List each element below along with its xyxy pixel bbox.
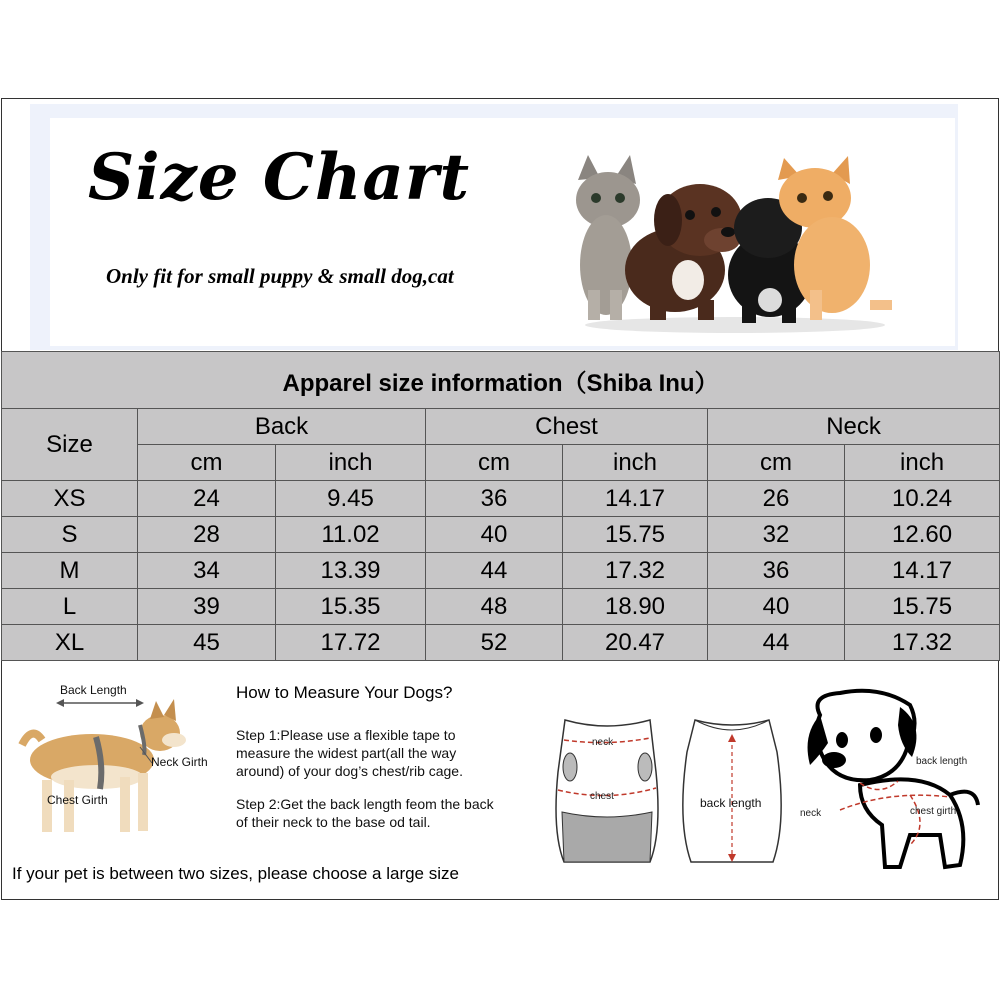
value-cell: 52 (426, 625, 563, 661)
value-cell: 15.75 (563, 517, 708, 553)
neck-girth-label: Neck Girth (151, 755, 208, 769)
size-cell: M (2, 553, 138, 589)
unit-header: inch (276, 445, 426, 481)
page-subtitle: Only fit for small puppy & small dog,cat (106, 264, 454, 288)
chest-girth-label: Chest Girth (47, 793, 108, 807)
cartoon-puppy-icon (800, 685, 985, 885)
value-cell: 44 (426, 553, 563, 589)
value-cell: 26 (708, 481, 845, 517)
value-cell: 15.75 (845, 589, 1000, 625)
value-cell: 20.47 (563, 625, 708, 661)
size-cell: XS (2, 481, 138, 517)
garment-back-icon (677, 712, 787, 872)
value-cell: 15.35 (276, 589, 426, 625)
page-title: Size Chart (88, 140, 471, 215)
value-cell: 17.72 (276, 625, 426, 661)
cartoon-chest-girth-label: chest girth (910, 806, 957, 817)
brown-puppy-icon (625, 184, 742, 320)
table-caption: Apparel size information（Shiba Inu） (2, 352, 1000, 409)
grey-kitten-icon (576, 155, 640, 320)
neck-group-header: Neck (708, 409, 1000, 445)
table-row (2, 625, 1000, 661)
value-cell: 39 (138, 589, 276, 625)
table-row (2, 517, 1000, 553)
unit-header: cm (426, 445, 563, 481)
unit-header: cm (708, 445, 845, 481)
value-cell: 40 (426, 517, 563, 553)
back-group-header: Back (138, 409, 426, 445)
size-table (1, 351, 1000, 661)
table-row (2, 481, 1000, 517)
pets-illustration (570, 150, 900, 335)
garment-chest-label: chest (590, 791, 614, 802)
back-length-label: Back Length (60, 683, 127, 697)
garment-neck-label: neck (592, 737, 614, 748)
value-cell: 32 (708, 517, 845, 553)
value-cell: 17.32 (845, 625, 1000, 661)
garment-back-length-label: back length (700, 796, 762, 810)
size-cell: XL (2, 625, 138, 661)
value-cell: 40 (708, 589, 845, 625)
value-cell: 34 (138, 553, 276, 589)
value-cell: 17.32 (563, 553, 708, 589)
size-cell: L (2, 589, 138, 625)
value-cell: 12.60 (845, 517, 1000, 553)
size-advice-note: If your pet is between two sizes, please choose a large size (12, 864, 459, 883)
size-cell: S (2, 517, 138, 553)
unit-header: inch (563, 445, 708, 481)
guide-title: How to Measure Your Dogs? (236, 683, 453, 702)
value-cell: 11.02 (276, 517, 426, 553)
value-cell: 44 (708, 625, 845, 661)
value-cell: 28 (138, 517, 276, 553)
unit-header: inch (845, 445, 1000, 481)
cartoon-back-length-label: back length (916, 756, 968, 767)
size-column-header: Size (2, 409, 138, 481)
value-cell: 36 (426, 481, 563, 517)
value-cell: 36 (708, 553, 845, 589)
value-cell: 10.24 (845, 481, 1000, 517)
value-cell: 45 (138, 625, 276, 661)
value-cell: 9.45 (276, 481, 426, 517)
value-cell: 48 (426, 589, 563, 625)
value-cell: 18.90 (563, 589, 708, 625)
step-1-text: Step 1:Please use a flexible tape to measure the widest part(all the way around) of your dog’s chest/rib cage. (236, 727, 463, 779)
unit-header: cm (138, 445, 276, 481)
step-2-text: Step 2:Get the back length feom the back of their neck to the base od tail. (236, 796, 494, 830)
value-cell: 24 (138, 481, 276, 517)
table-row (2, 589, 1000, 625)
cartoon-neck-label: neck (800, 808, 822, 819)
value-cell: 14.17 (563, 481, 708, 517)
value-cell: 14.17 (845, 553, 1000, 589)
chest-group-header: Chest (426, 409, 708, 445)
table-row (2, 553, 1000, 589)
value-cell: 13.39 (276, 553, 426, 589)
